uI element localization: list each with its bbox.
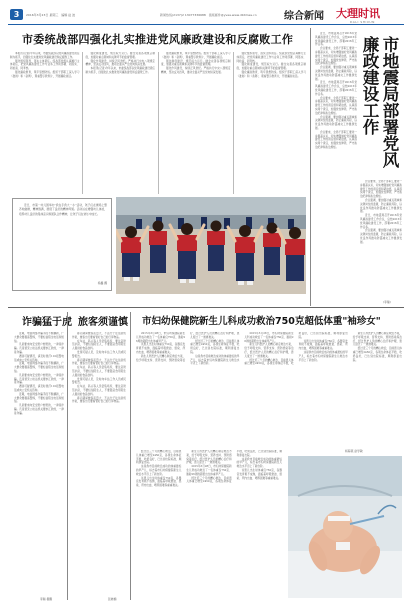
paragraph: 会议要求，全局干部职工要进一步提高认识，切实增强做好党风廉政建设工作的责任感和紧迫感，认真落实两个责任，加强党性修养，严守政治纪律和政治规矩。	[360, 180, 402, 199]
paragraph: 该患儿出生时体重仅750克，各器官发育极不成熟，面临着呼吸窘迫、感染、颅内出血、喂养困难等重重难关。	[136, 343, 186, 354]
paragraph: 这是我市目前救治成功的体重最轻的早产儿，标志着市妇幼保健院新生儿救治水平迈上了新台阶。	[136, 465, 182, 476]
main-article-body	[10, 52, 306, 194]
paragraph: 该患儿出生时体重仅750克，各器官发育极不成熟，面临着呼吸窘迫、感染、颅内出血、喂养困难等重重难关。	[236, 468, 282, 480]
paragraph: 春运期间旅客流量大，不法分子往往趁机作案，旅客出行要看管好自己的行李物品。	[72, 332, 126, 339]
page-number-badge: 3	[10, 9, 23, 20]
paragraph: 近期，电信网络诈骗手段不断翻新，广大群众要提高警惕，不要轻信陌生电话和短信。	[14, 392, 64, 404]
paragraph: 会议要求，全局干部职工要进一步提高认识，切实增强做好党风廉政建设工作的责任感和紧迫感，认真落实两个责任，加强党性修养，严守政治纪律和政治规矩。	[315, 130, 357, 149]
brand-logo: 大理时讯	[336, 7, 380, 20]
paragraph: 遇到可疑情况，请及时拨打110报警电话或向公安机关咨询。	[14, 385, 64, 392]
fraud-warning-body	[14, 332, 64, 594]
paragraph: 强化作风建设，持续正风肃纪。严格执行中央八项规定精神，坚决反对四风，推动全面从严治党向纵深发展。	[85, 59, 155, 67]
photo-credit: 杨鑫 摄	[97, 281, 107, 285]
paragraph: 会议强调，要加强对重点领域和关键岗位的监督，防止廉政风险，以优良作风推动防震减灾工作健康发展。	[315, 66, 357, 81]
paragraph: 新生儿科医护人员精心制定救治方案，给予呼吸支持、营养支持、预防感染等治疗，经过医护人员的精心治疗和护理，患儿度过了一道道难关。	[352, 332, 402, 347]
column-divider	[130, 312, 131, 600]
paragraph: 新生儿科医护人员精心制定救治方案，给予呼吸支持、营养支持、预防感染等治疗，经过医护人员的精心治疗和护理，患儿度过了一道道难关。	[136, 332, 240, 362]
hospital-body-lower	[136, 450, 282, 596]
paragraph: 在车站、码头等人员密集场所，要注意防范扒窃，不要轻信陌生人，不要随意食用陌生人提供的食品饮料。	[72, 339, 126, 351]
paragraph: 发现可疑人员，及时向车站工作人员或民警报告。	[72, 350, 126, 358]
section-name: 综合新闻	[284, 11, 324, 22]
paragraph: 强化廉政教育，筑牢思想防线。组织干部职工深入学习《准则》和《条例》，观看警示教育片，开展廉政谈话。	[10, 70, 80, 78]
paragraph: 近日，市地震局召开2016年党风廉政建设工作会议，总结2015年党风廉政建设工作，部署2016年工作任务。	[315, 81, 357, 96]
fraud-warning-byline: 李瑞 提醒	[40, 597, 53, 601]
paragraph: 经过近三个月的精心救治，目前患儿体重已增至2450克，各项生命体征平稳，吃奶良好，已达到出院标准，顺利康复出院。	[186, 450, 282, 484]
paragraph: 这是我市目前救治成功的体重最轻的早产儿，标志着市妇幼保健院新生儿救治水平迈上了新台阶。	[298, 350, 348, 362]
paragraph: 经过近三个月的精心救治，目前患儿体重已增至2450克，各项生命体征平稳，吃奶良好，已达到出院标准，顺利康复出院。	[352, 347, 402, 362]
paragraph: 本报讯(记者)今年以来，市委统战部以党风廉政建设责任制为抓手，四强化扎实推进党风廉政建设和反腐败工作。	[85, 67, 155, 74]
traveler-caution-body	[72, 332, 126, 594]
paragraph: 凡是要求向安全账户转账的，一律是诈骗。凡是冒充公检法机关要求汇款的，一律是诈骗。	[14, 343, 64, 354]
sidebar-body-lower	[360, 180, 402, 302]
paragraph: 会议强调，要加强对重点领域和关键岗位的监督，防止廉政风险，以优良作风推动防震减灾工作健康发展。	[360, 198, 402, 214]
paragraph: 2015年3月28日，市妇幼保健院新生儿科成功救治了一名体重仅750克、胎龄26周的超低出生体重早产儿。	[244, 332, 294, 343]
paragraph: 凡是要求向安全账户转账的，一律是诈骗。凡是冒充公检法机关要求汇款的，一律是诈骗。	[14, 404, 64, 415]
kindergarten-exercise-photo	[116, 197, 306, 294]
hospital-body	[136, 332, 402, 447]
masthead-contact	[160, 13, 257, 17]
paragraph: 会议强调，要加强对重点领域和关键岗位的监督，防止廉政风险，以优良作风推动防震减灾工作健康发展。	[315, 115, 357, 130]
photo-caption-box	[12, 198, 112, 291]
brand-en: DALI SHIXUN	[350, 20, 375, 24]
paragraph: 本报讯(记者)今年以来，市委统战部以党风廉政建设责任制为抓手，四强化扎实推进党风廉政建设和反腐败工作。	[10, 52, 80, 59]
editor-line: 编辑 赵 波	[61, 13, 76, 17]
paragraph: 发现可疑人员，及时向车站工作人员或民警报告。	[72, 377, 126, 385]
paragraph: 近期，电信网络诈骗手段不断翻新，广大群众要提高警惕，不要轻信陌生电话和短信。	[14, 332, 64, 343]
hospital-byline: 杨海燕 赵学敏	[345, 449, 363, 453]
main-headline: 市委统战部四强化扎实推进党风廉政建设和反腐败工作	[22, 33, 294, 46]
paragraph: 遇到可疑情况，请及时拨打110报警电话或向公安机关咨询。	[14, 354, 64, 362]
fraud-warning-headline: 诈骗猛于虎	[22, 317, 72, 328]
paragraph: 强化制度建设，规范权力运行。健全完善各项规章制度，加强对重点领域和关键环节的监督管理。	[161, 59, 231, 67]
masthead-rule	[8, 24, 404, 25]
paragraph: 2015年3月28日，市妇幼保健院新生儿科成功救治了一名体重仅750克、胎龄26周的超低出生体重早产儿。	[186, 465, 232, 476]
traveler-caution-headline: 旅客须谨慎	[78, 317, 128, 328]
paragraph: 近期，电信网络诈骗手段不断翻新，广大群众要提高警惕，不要轻信陌生电话和短信。	[14, 362, 64, 373]
paragraph: 会议强调，要加强对重点领域和关键岗位的监督，防止廉政风险，以优良作风推动防震减灾工作健康发展。	[360, 229, 402, 244]
paragraph: 新生儿科医护人员精心制定救治方案，给予呼吸支持、营养支持、预防感染等治疗，经过医护人员的精心治疗和护理，患儿度过了一道道难关。	[186, 450, 232, 465]
paragraph: 这是我市目前救治成功的体重最轻的早产儿，标志着市妇幼保健院新生儿救治水平迈上了新台阶。	[236, 457, 282, 469]
paragraph: 这是我市目前救治成功的体重最轻的早产儿，标志着市妇幼保健院新生儿救治水平迈上了新台阶。	[190, 354, 240, 366]
paragraph: 强化廉政教育，筑牢思想防线。组织干部职工深入学习《准则》和《条例》，观看警示教育片，开展廉政谈话。	[161, 52, 231, 59]
paragraph: 强化组织领导，落实主体责任。统战部党组认真履行主体责任，把党风廉政建设工作与业务工作同部署、同落实、同检查、同考核。	[236, 52, 306, 63]
section-separator	[8, 307, 404, 308]
paragraph: 会议要求，全局干部职工要进一步提高认识，切实增强做好党风廉政建设工作的责任感和紧迫感，认真落实两个责任，加强党性修养，严守政治纪律和政治规矩。	[315, 47, 357, 66]
sidebar-byline: (李瑞)	[383, 300, 391, 304]
paragraph: 强化组织领导，落实主体责任。统战部党组认真履行主体责任，把党风廉政建设工作与业务工作同部署、同落实、同检查、同考核。	[10, 59, 80, 71]
premature-baby-photo	[288, 456, 402, 598]
photo-illustration	[288, 456, 402, 598]
paragraph: 春运期间旅客流量大，不法分子往往趁机作案，旅客出行要看管好自己的行李物品。	[72, 396, 126, 404]
paragraph: 2015年3月28日，市妇幼保健院新生儿科成功救治了一名体重仅750克、胎龄26周的超低出生体重早产儿。	[136, 332, 186, 343]
paragraph: 强化制度建设，规范权力运行。健全完善各项规章制度，加强对重点领域和关键环节的监督管理。	[236, 63, 306, 71]
paragraph: 在车站、码头等人员密集场所，要注意防范扒窃，不要轻信陌生人，不要随意食用陌生人提供的食品饮料。	[72, 366, 126, 377]
paragraph: 春运期间旅客流量大，不法分子往往趁机作案，旅客出行要看管好自己的行李物品。	[72, 358, 126, 366]
paragraph: 该患儿出生时体重仅750克，各器官发育极不成熟，面临着呼吸窘迫、感染、颅内出血、喂养困难等重重难关。	[298, 339, 348, 351]
sidebar-headline: 市地震局部署党风廉政建设工作	[360, 36, 399, 168]
paragraph: 近日，市地震局召开2016年党风廉政建设工作会议，总结2015年党风廉政建设工作，部署2016年工作任务。	[360, 214, 402, 229]
paragraph: 强化制度建设，规范权力运行。健全完善各项规章制度，加强对重点领域和关键环节的监督管理。	[85, 52, 155, 59]
photo-illustration	[116, 197, 306, 294]
paragraph: 近日，市地震局召开2016年党风廉政建设工作会议，总结2015年党风廉政建设工作，部署2016年工作任务。	[315, 32, 357, 47]
paragraph: 凡是要求向安全账户转账的，一律是诈骗。凡是冒充公检法机关要求汇款的，一律是诈骗。	[14, 373, 64, 385]
paragraph: 新生儿科医护人员精心制定救治方案，给予呼吸支持、营养支持、预防感染等治疗，经过医护人员的精心治疗和护理，患儿度过了一道道难关。	[244, 343, 294, 358]
column-divider	[67, 312, 68, 600]
paragraph: 强化作风建设，持续正风肃纪。严格执行中央八项规定精神，坚决反对四风，推动全面从严治党向纵深发展。	[161, 67, 231, 74]
paragraph: 经过近三个月的精心救治，目前患儿体重已增至2450克，各项生命体征平稳，吃奶良好，已达到出院标准，顺利康复出院。	[244, 332, 348, 366]
sidebar-body	[315, 32, 357, 302]
email-line: 值班邮件@yvaa.www.dbtimes.cn	[208, 13, 257, 17]
column-divider	[310, 28, 311, 306]
paragraph: 经过近三个月的精心救治，目前患儿体重已增至2450克，各项生命体征平稳，吃奶良好，已达到出院标准，顺利康复出院。	[190, 339, 240, 354]
masthead-info	[26, 13, 75, 17]
paragraph: 会议要求，全局干部职工要进一步提高认识，切实增强做好党风廉政建设工作的责任感和紧迫感，认真落实两个责任，加强党性修养，严守政治纪律和政治规矩。	[315, 96, 357, 115]
contact-line: 新闻热线(2137)2 13077336688	[160, 13, 206, 17]
date-line: 2016年3月23日 星期三	[26, 13, 59, 17]
paragraph: 经过近三个月的精心救治，目前患儿体重已增至2450克，各项生命体征平稳，吃奶良好，已达到出院标准，顺利康复出院。	[136, 450, 182, 465]
paragraph: 该患儿出生时体重仅750克，各器官发育极不成熟，面临着呼吸窘迫、感染、颅内出血、喂养困难等重重难关。	[136, 476, 182, 488]
hospital-headline: 市妇幼保健院新生儿科成功救治750克超低体重"袖珍女"	[142, 316, 381, 327]
paragraph: 强化廉政教育，筑牢思想防线。组织干部职工深入学习《准则》和《条例》，观看警示教育片，开展廉政谈话。	[236, 70, 306, 78]
photo-caption: 近日，市第一幼儿园举办"我在乎我大一小"活动，孩子们在操场上整齐地做操，精神饱满，展现了良好的精神风貌。活动旨在增强幼儿体质，培养幼儿良好的集体意识和团队合作精神，让孩子们在快乐中成长。	[19, 203, 107, 216]
traveler-caution-byline: 张晓楠	[108, 597, 117, 601]
paragraph: 在车站、码头等人员密集场所，要注意防范扒窃，不要轻信陌生人，不要随意食用陌生人提供的食品饮料。	[72, 385, 126, 396]
